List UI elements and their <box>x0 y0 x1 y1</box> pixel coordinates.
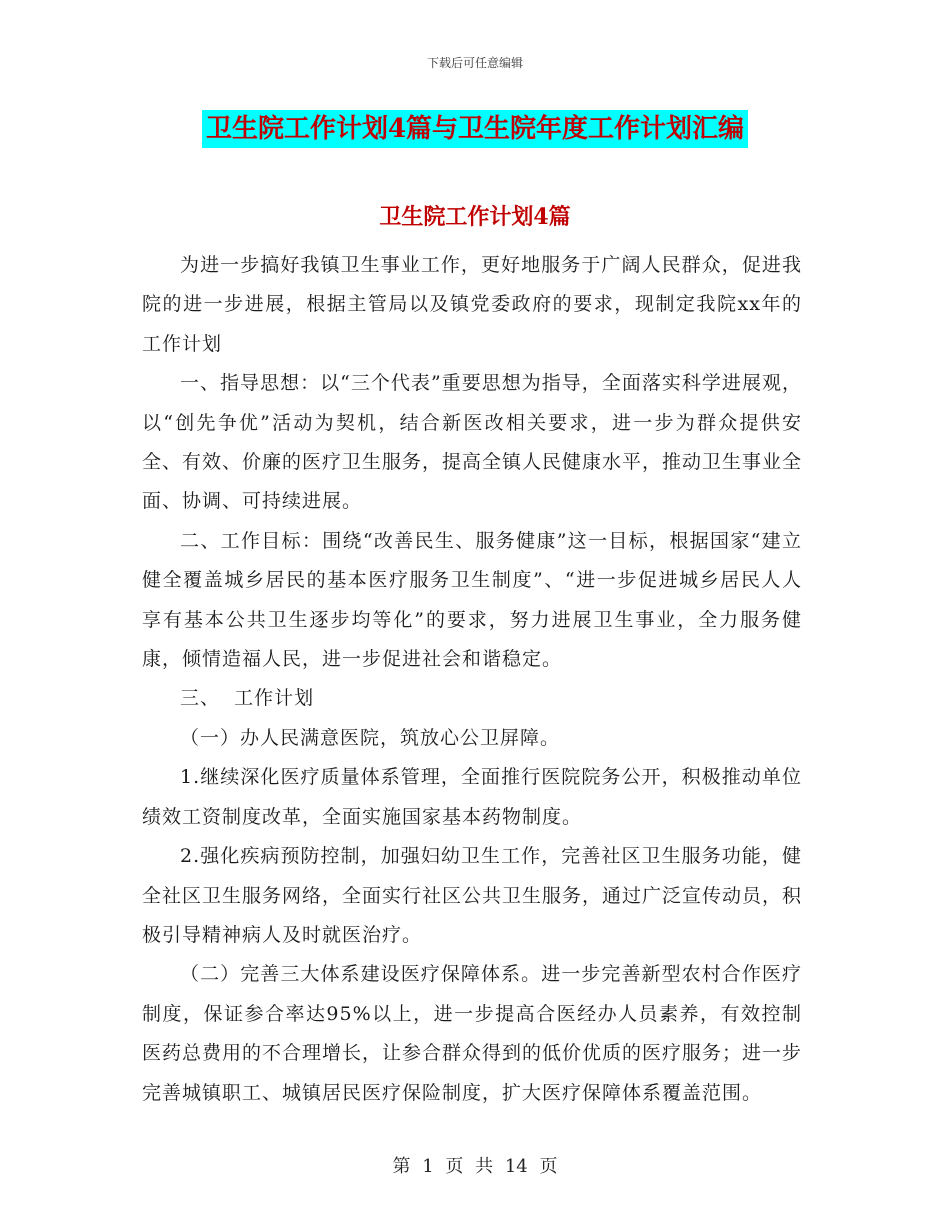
paragraph-work-plan-heading: 三、 工作计划 <box>180 687 315 710</box>
page-number-footer: 第 1 页 共 14 页 <box>392 1156 558 1177</box>
paragraph-work-goals: 二、工作目标：围绕“改善民生、服务健康”这一目标，根据国家“建立健全覆盖城乡居民的基本医疗服务卫生制度”、“进一步促进城乡居民人人享有基本公共卫生逐步均等化”的要求，努力进展卫生事业，全力服务健康，倾情造福人民，进一步促进社会和谐稳定。 <box>142 529 802 671</box>
paragraph-item-one: 1.继续深化医疗质量体系管理，全面推行医院院务公开，积极推动单位绩效工资制度改革，全面实施国家基本药物制度。 <box>142 766 802 828</box>
page-header-note: 下载后可任意编辑 <box>426 56 523 70</box>
section-title: 卫生院工作计划4篇 <box>379 204 571 230</box>
paragraph-guiding-ideology: 一、指导思想：以“三个代表”重要思想为指导，全面落实科学进展观，以“创先争优”活动为契机，结合新医改相关要求，进一步为群众提供安全、有效、价廉的医疗卫生服务，提高全镇人民健康水平，推动卫生事业全面、协调、可持续进展。 <box>142 372 803 513</box>
paragraph-intro: 为进一步搞好我镇卫生事业工作，更好地服务于广阔人民群众，促进我院的进一步进展，根据主管局以及镇党委政府的要求，现制定我院xx年的工作计划 <box>142 254 802 355</box>
document-title: 卫生院工作计划4篇与卫生院年度工作计划汇编 <box>202 110 748 148</box>
paragraph-subheading-one: （一）办人民满意医院，筑放心公卫屏障。 <box>180 726 561 749</box>
paragraph-item-two: 2.强化疾病预防控制，加强妇幼卫生工作，完善社区卫生服务功能，健全社区卫生服务网络，全面实行社区公共卫生服务，通过广泛宣传动员，积极引导精神病人及时就医治疗。 <box>142 845 803 946</box>
document-body <box>142 246 802 1113</box>
paragraph-subheading-two: （二）完善三大体系建设医疗保障体系。进一步完善新型农村合作医疗制度，保证参合率达95%以上，进一步提高合医经办人员素养，有效控制医药总费用的不合理增长，让参合群众得到的低价优质的医疗服务；进一步完善城镇职工、城镇居民医疗保险制度，扩大医疗保障体系覆盖范围。 <box>142 963 803 1104</box>
document-title-container <box>0 110 950 148</box>
